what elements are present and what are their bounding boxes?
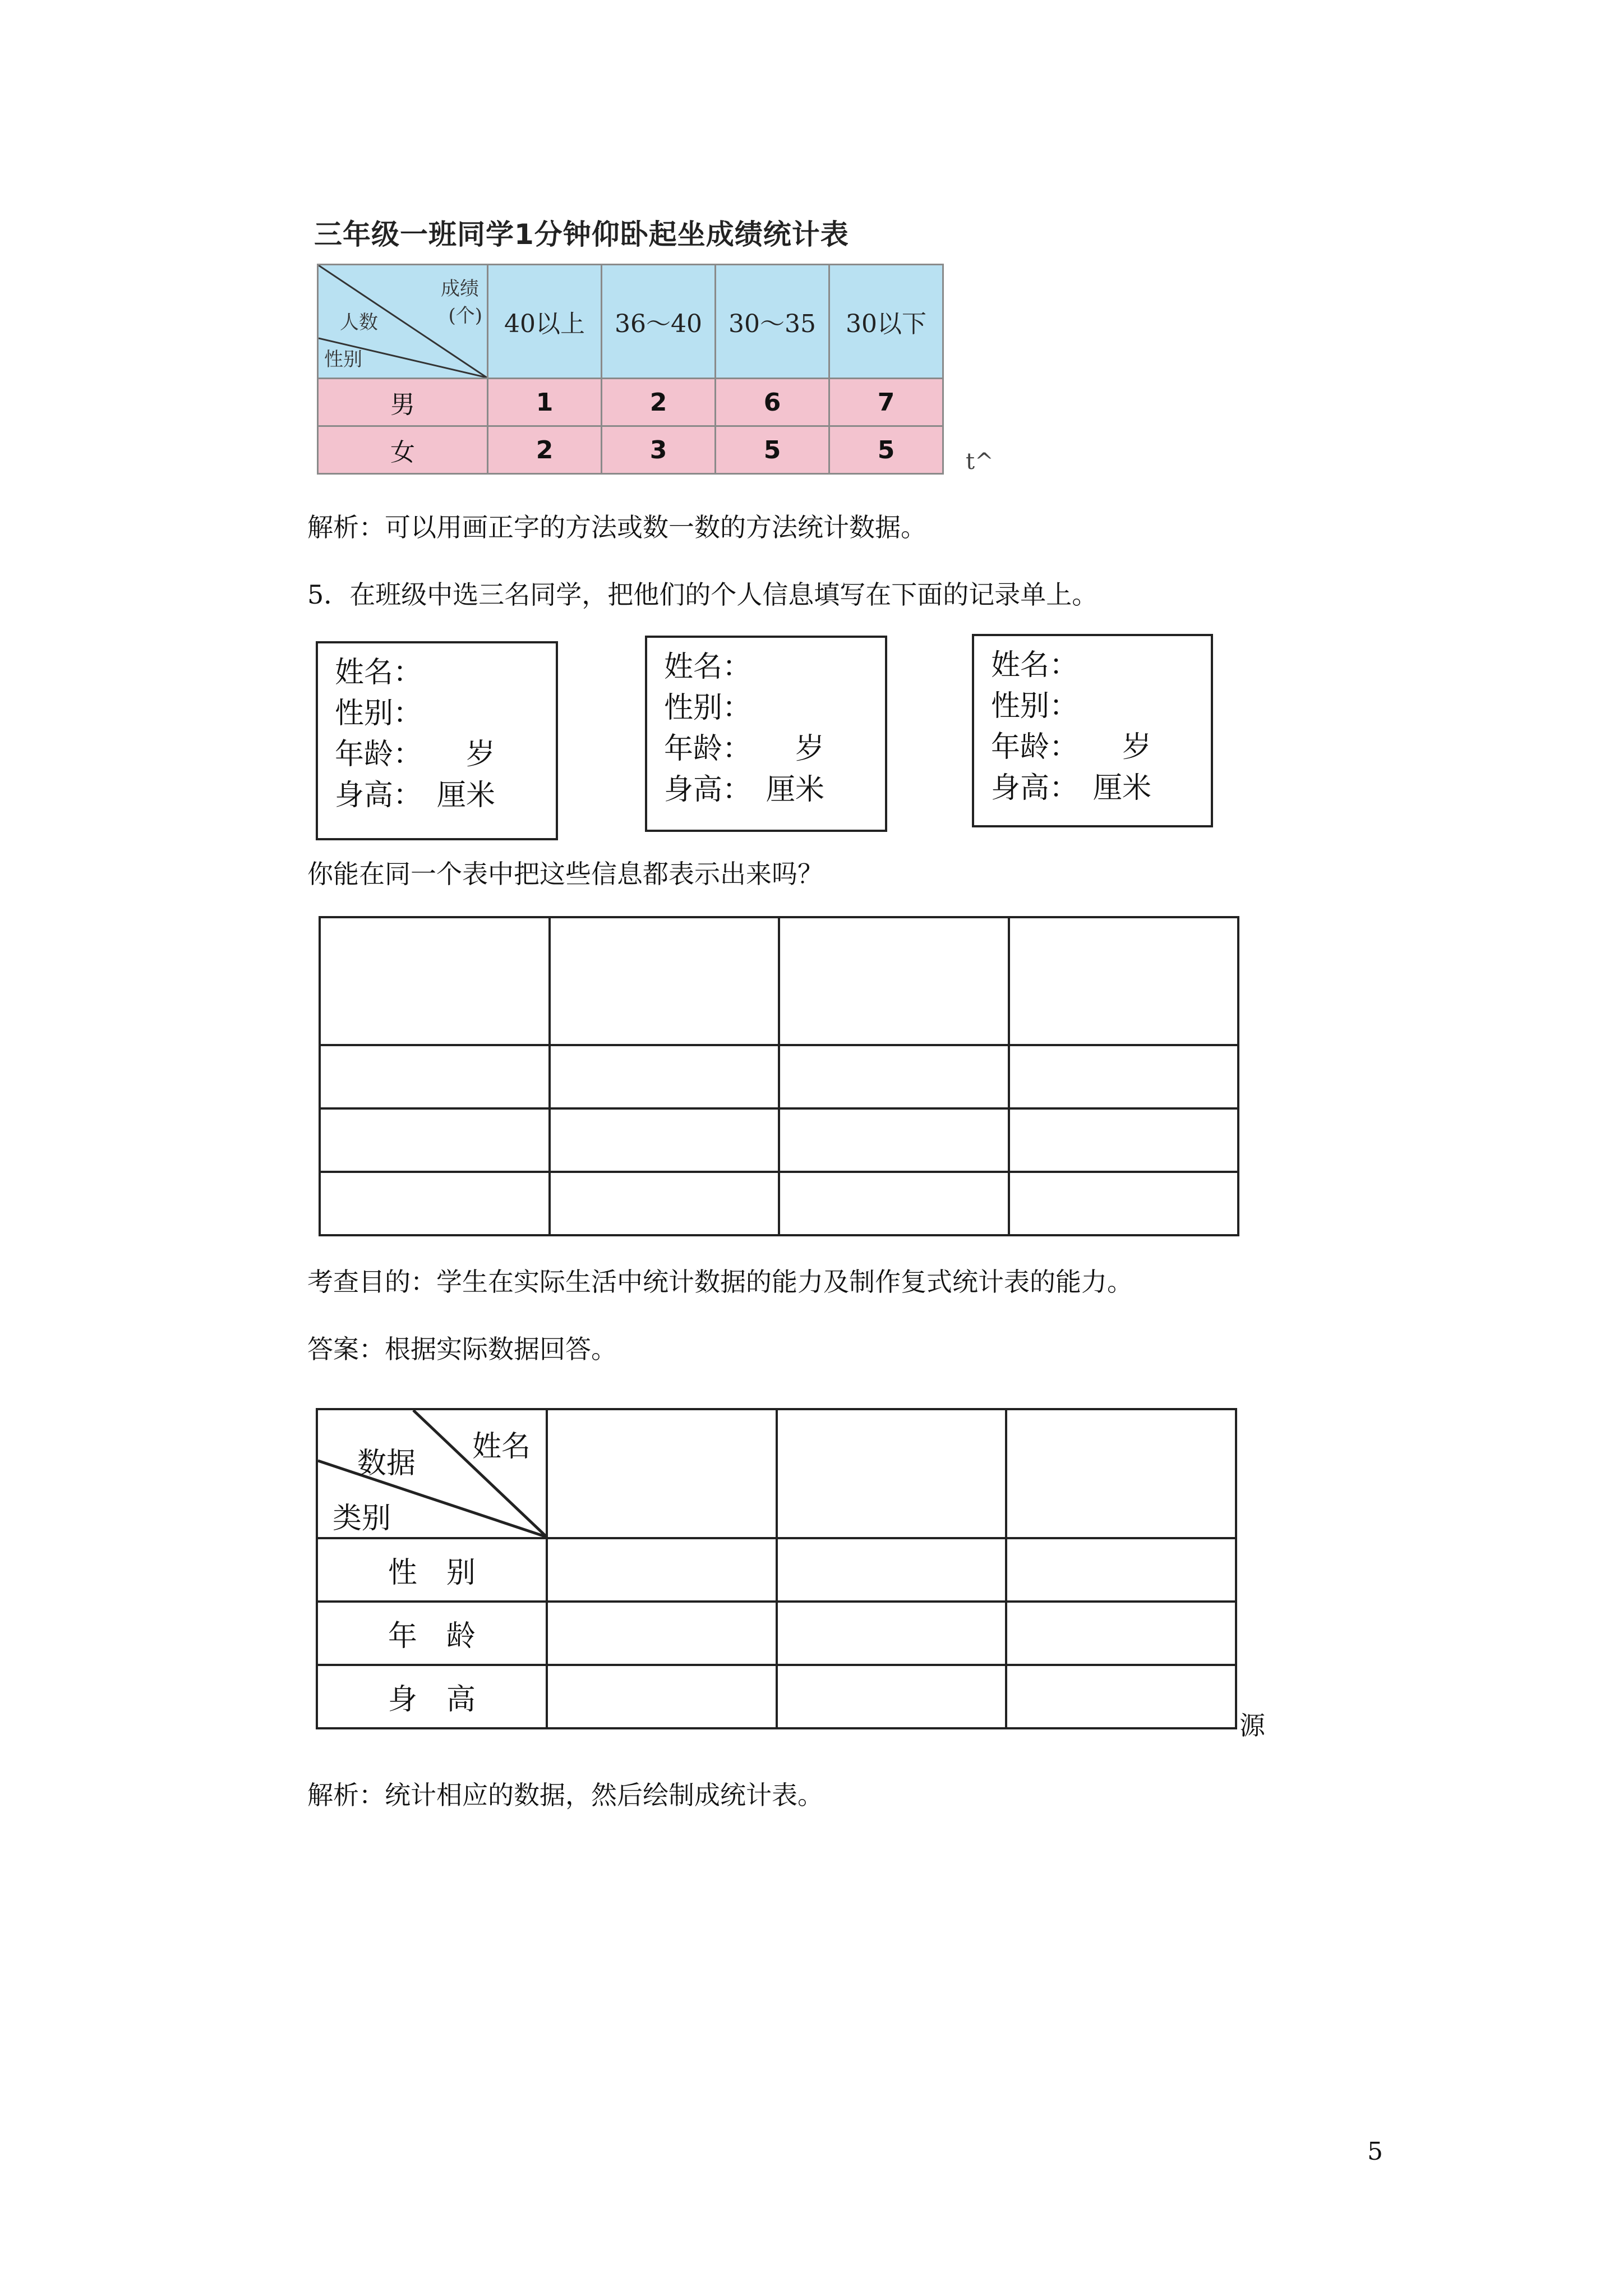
card-height-field: 身高： 厘米: [335, 779, 496, 812]
empty-cell: [320, 1045, 550, 1108]
record-card: [972, 634, 1213, 827]
followup-question: 你能在同一个表中把这些信息都表示出来吗？: [307, 859, 823, 889]
empty-cell: [777, 1665, 1007, 1728]
answer-corner-cell: [317, 1409, 547, 1538]
card-gender-field: 性别：: [335, 697, 423, 730]
answer-row-label: 年 龄: [317, 1602, 547, 1665]
empty-cell: [779, 1172, 1009, 1235]
stat-cell: 3: [602, 426, 716, 474]
empty-cell: [547, 1665, 777, 1728]
stat-table-row-female: [318, 426, 943, 474]
empty-cell: [550, 1108, 780, 1172]
record-card: [316, 641, 558, 840]
answer-corner-data: 数据: [357, 1447, 416, 1480]
empty-cell: [320, 1172, 550, 1235]
card-age-field: 年龄： 岁: [335, 738, 496, 771]
card-age-field: 年龄： 岁: [991, 730, 1152, 764]
stat-cell: 1: [488, 379, 602, 426]
corner-label-unit: (个): [448, 305, 482, 327]
stat-cell: 5: [829, 426, 943, 474]
record-card: [645, 636, 887, 832]
analysis-text-1: 解析：可以用画正字的方法或数一数的方法统计数据。: [307, 512, 926, 542]
empty-cell: [550, 1045, 780, 1108]
card-name-field: 姓名：: [991, 648, 1079, 682]
empty-cell: [1006, 1665, 1236, 1728]
empty-cell: [1009, 917, 1239, 1045]
empty-cell: [1009, 1108, 1239, 1172]
stat-row-label: 女: [318, 426, 488, 474]
empty-cell: [779, 917, 1009, 1045]
stat-cell: 7: [829, 379, 943, 426]
purpose-text: 考查目的：学生在实际生活中统计数据的能力及制作复式统计表的能力。: [307, 1267, 1133, 1297]
empty-cell: [779, 1045, 1009, 1108]
empty-cell: [320, 917, 550, 1045]
card-gender-field: 性别：: [664, 691, 752, 725]
empty-cell: [1009, 1172, 1239, 1235]
empty-cell: [1006, 1602, 1236, 1665]
stat-table-row-male: [318, 379, 943, 426]
stat-col-header: 36～40: [602, 265, 716, 379]
empty-cell: [547, 1409, 777, 1538]
page-number: 5: [1367, 2137, 1383, 2166]
empty-cell: [550, 917, 780, 1045]
stat-col-header: 30～35: [716, 265, 829, 379]
answer-row-label: 性 别: [317, 1538, 547, 1602]
question-5: 5．在班级中选三名同学，把他们的个人信息填写在下面的记录单上。: [307, 579, 1098, 610]
analysis-text-2: 解析：统计相应的数据，然后绘制成统计表。: [307, 1780, 823, 1810]
stat-table-header-row: [318, 265, 943, 379]
stat-table-title: 三年级一班同学1分钟仰卧起坐成绩统计表: [314, 218, 849, 251]
empty-cell: [550, 1172, 780, 1235]
empty-cell: [777, 1409, 1007, 1538]
corner-label-score: 成绩: [441, 278, 479, 300]
stat-table-mark: t^: [966, 449, 994, 475]
card-name-field: 姓名：: [335, 656, 423, 689]
card-height-field: 身高： 厘米: [664, 773, 825, 807]
stat-cell: 2: [602, 379, 716, 426]
answer-text: 答案：根据实际数据回答。: [307, 1334, 617, 1364]
empty-cell: [320, 1108, 550, 1172]
answer-row-label: 身 高: [317, 1665, 547, 1728]
stat-row-label: 男: [318, 379, 488, 426]
empty-cell: [547, 1538, 777, 1602]
stat-col-header: 30以下: [829, 265, 943, 379]
answer-table-mark: 源: [1239, 1710, 1265, 1741]
stat-col-header: 40以上: [488, 265, 602, 379]
empty-cell: [1006, 1538, 1236, 1602]
empty-cell: [1009, 1045, 1239, 1108]
empty-cell: [1006, 1409, 1236, 1538]
stat-cell: 6: [716, 379, 829, 426]
empty-cell: [777, 1538, 1007, 1602]
corner-label-gender: 性别: [324, 348, 362, 371]
empty-cell: [779, 1108, 1009, 1172]
corner-label-people: 人数: [340, 311, 378, 334]
empty-record-table: [319, 916, 1239, 1236]
stat-cell: 5: [716, 426, 829, 474]
card-age-field: 年龄： 岁: [664, 732, 825, 766]
answer-corner-category: 类别: [333, 1502, 391, 1535]
stat-table-corner-cell: [318, 265, 488, 379]
answer-table: [316, 1408, 1237, 1729]
card-height-field: 身高： 厘米: [991, 771, 1152, 805]
stat-cell: 2: [488, 426, 602, 474]
empty-cell: [777, 1602, 1007, 1665]
empty-cell: [547, 1602, 777, 1665]
card-gender-field: 性别：: [991, 689, 1079, 723]
card-name-field: 姓名：: [664, 650, 752, 684]
stat-table: [317, 264, 944, 475]
answer-corner-name: 姓名: [472, 1430, 531, 1464]
